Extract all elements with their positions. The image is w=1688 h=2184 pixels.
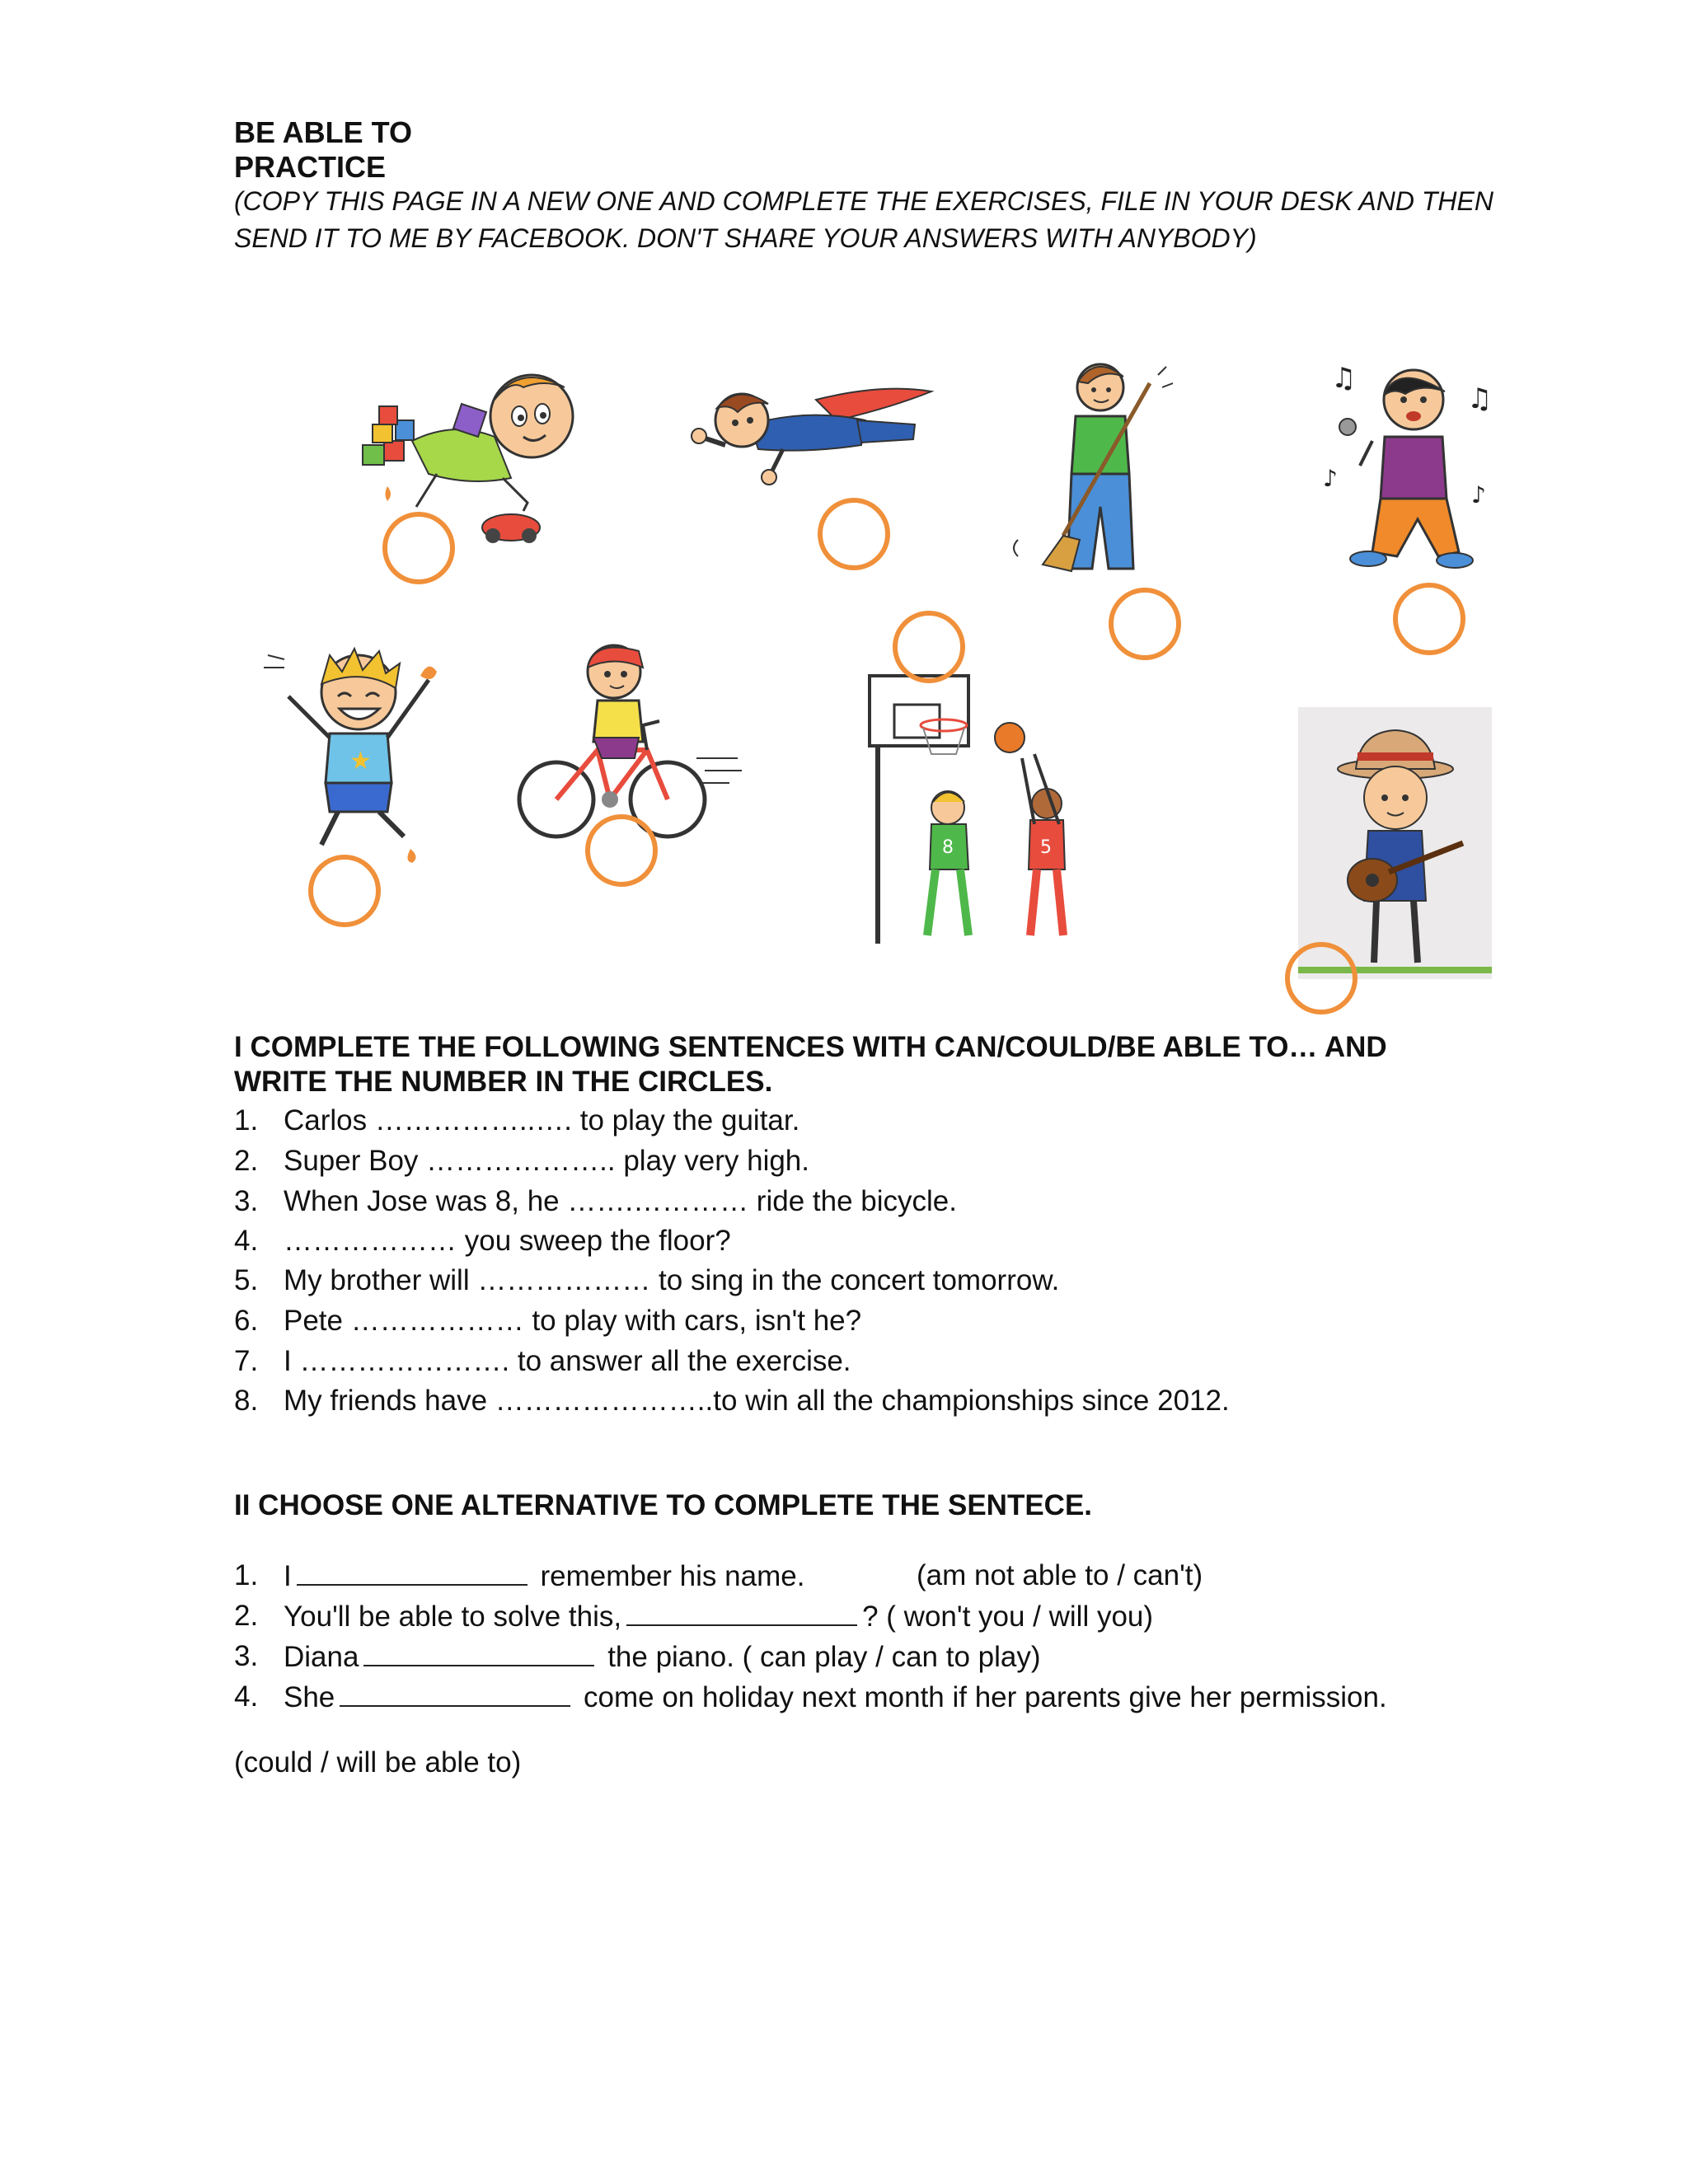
sentence-end: the piano. ( can play / can to play) bbox=[607, 1641, 1041, 1673]
kids-playing-basketball-illustration bbox=[865, 672, 1080, 952]
instructions-line-1: (COPY THIS PAGE IN A NEW ONE AND COMPLETE THE EXERCISES, FILE IN YOUR DESK AND THEN bbox=[234, 186, 1493, 216]
list-item bbox=[0, 1101, 1688, 1141]
item-sentence[interactable]: ……………… you sweep the floor? bbox=[284, 1225, 731, 1257]
list-item bbox=[0, 1381, 1688, 1421]
list-item bbox=[0, 1221, 1688, 1261]
item-number: 2. bbox=[234, 1145, 259, 1177]
svg-text:★: ★ bbox=[349, 747, 372, 776]
item-sentence[interactable]: When Jose was 8, he …….………… ride the bicycle. bbox=[284, 1185, 957, 1217]
item-number: 2. bbox=[234, 1600, 259, 1632]
item-sentence[interactable]: Super Boy ……………….. play very high. bbox=[284, 1145, 809, 1177]
answer-circle-guitar[interactable] bbox=[1285, 942, 1357, 1015]
svg-text:♪: ♪ bbox=[1323, 465, 1338, 492]
sentence-start: Diana bbox=[284, 1641, 359, 1673]
item-sentence[interactable]: Carlos ……………..…. to play the guitar. bbox=[284, 1104, 800, 1137]
item-number: 7. bbox=[234, 1345, 259, 1377]
boy-singing-illustration bbox=[1315, 363, 1512, 569]
exercise2-heading: II CHOOSE ONE ALTERNATIVE TO COMPLETE THE SENTECE. bbox=[234, 1489, 1093, 1521]
sentence-end: remember his name. bbox=[540, 1560, 805, 1592]
list-item bbox=[0, 1637, 1688, 1676]
item-number: 4. bbox=[234, 1680, 259, 1713]
item-sentence[interactable]: My brother will ……………… to sing in the concert tomorrow. bbox=[284, 1264, 1060, 1296]
item-sentence[interactable]: My friends have …………………..to win all the championships since 2012. bbox=[284, 1385, 1230, 1417]
item-sentence bbox=[284, 1637, 1041, 1677]
svg-text:8: 8 bbox=[942, 837, 954, 858]
answer-circle-bicycle[interactable] bbox=[585, 814, 658, 887]
exercise1-heading-line-2: WRITE THE NUMBER IN THE CIRCLES. bbox=[234, 1066, 773, 1098]
list-item bbox=[0, 1182, 1688, 1221]
item-sentence[interactable]: I …………………. to answer all the exercise. bbox=[284, 1345, 851, 1377]
item-number: 3. bbox=[234, 1640, 259, 1672]
boy-jumping-illustration bbox=[264, 647, 453, 861]
sentence-start: I bbox=[284, 1560, 292, 1592]
worksheet-subtitle: PRACTICE bbox=[234, 150, 387, 184]
list-item bbox=[0, 1261, 1688, 1301]
sentence-start: You'll be able to solve this, bbox=[284, 1601, 622, 1633]
svg-text:♫: ♫ bbox=[1467, 382, 1493, 415]
instructions-line-2: SEND IT TO ME BY FACEBOOK. DON'T SHARE YOUR ANSWERS WITH ANYBODY) bbox=[234, 223, 1257, 253]
boy-playing-guitar-illustration bbox=[1298, 707, 1492, 979]
svg-text:♫: ♫ bbox=[1331, 362, 1357, 395]
exercise2-footer-options: (could / will be able to) bbox=[234, 1746, 522, 1779]
item-number: 5. bbox=[234, 1264, 259, 1296]
answer-circle-flying[interactable] bbox=[818, 498, 890, 570]
list-item bbox=[0, 1342, 1688, 1381]
svg-text:♪: ♪ bbox=[1471, 481, 1486, 509]
item-sentence bbox=[284, 1677, 1387, 1718]
instructions bbox=[234, 183, 1586, 257]
list-item bbox=[0, 1301, 1688, 1341]
item-options: (am not able to / can't) bbox=[917, 1559, 1203, 1591]
item-sentence bbox=[284, 1556, 804, 1596]
item-sentence[interactable]: Pete ……………… to play with cars, isn't he? bbox=[284, 1305, 862, 1337]
sentence-end: ? ( won't you / will you) bbox=[862, 1601, 1154, 1633]
answer-circle-crawling[interactable] bbox=[382, 512, 455, 584]
item-number: 8. bbox=[234, 1385, 259, 1417]
item-number: 3. bbox=[234, 1185, 259, 1217]
answer-circle-jumping[interactable] bbox=[308, 855, 381, 927]
list-item bbox=[0, 1677, 1688, 1717]
answer-circle-sweeping[interactable] bbox=[1109, 588, 1181, 660]
boy-sweeping-illustration bbox=[993, 350, 1191, 573]
answer-blank[interactable] bbox=[340, 1677, 570, 1707]
item-sentence bbox=[284, 1596, 1153, 1637]
exercise1-heading-line-1: I COMPLETE THE FOLLOWING SENTENCES WITH CAN/COULD/BE ABLE TO… AND bbox=[234, 1031, 1387, 1063]
worksheet-title: BE ABLE TO bbox=[234, 115, 413, 149]
answer-circle-singing[interactable] bbox=[1393, 583, 1465, 655]
list-item bbox=[0, 1596, 1688, 1636]
super-boy-flying-illustration bbox=[692, 375, 940, 507]
answer-blank[interactable] bbox=[626, 1596, 857, 1626]
answer-circle-basketball[interactable] bbox=[893, 611, 965, 683]
sentence-start: She bbox=[284, 1681, 335, 1713]
answer-blank[interactable] bbox=[297, 1556, 528, 1586]
exercise1-heading bbox=[234, 1030, 1387, 1099]
list-item bbox=[0, 1141, 1688, 1181]
list-item bbox=[0, 1556, 1688, 1596]
svg-text:5: 5 bbox=[1040, 837, 1052, 858]
sentence-end: come on holiday next month if her parents give her permission. bbox=[584, 1681, 1387, 1713]
answer-blank[interactable] bbox=[363, 1637, 594, 1666]
item-number: 1. bbox=[234, 1104, 259, 1137]
item-number: 1. bbox=[234, 1559, 259, 1591]
boy-riding-bicycle-illustration bbox=[507, 635, 746, 841]
item-number: 4. bbox=[234, 1225, 259, 1257]
item-number: 6. bbox=[234, 1305, 259, 1337]
